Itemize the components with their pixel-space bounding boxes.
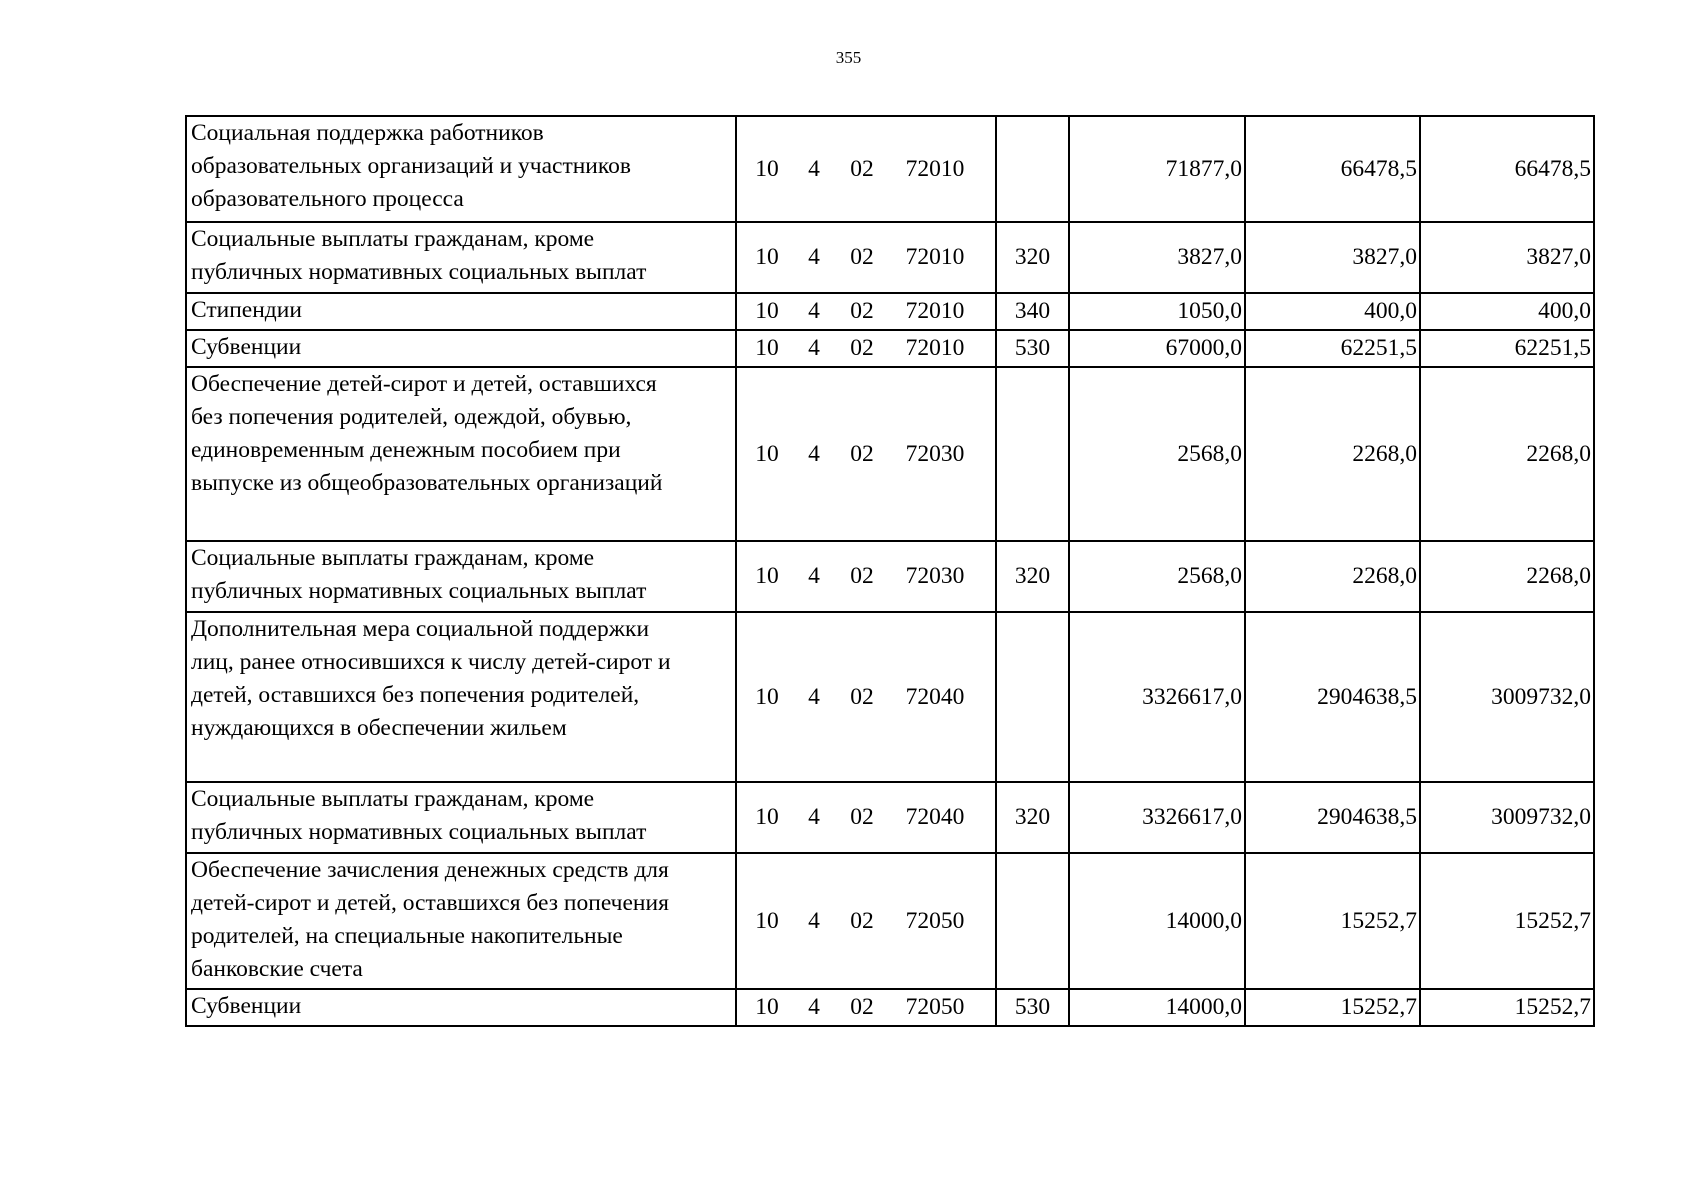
amount-cell-2: 66478,5 <box>1245 116 1420 222</box>
amount-cell-2: 2268,0 <box>1245 541 1420 612</box>
direction-code: 72040 <box>905 683 965 710</box>
row-name-line: детей-сирот и детей, оставшихся без попечения <box>191 890 669 916</box>
subsection-code: 4 <box>808 683 820 710</box>
row-name-line: образовательного процесса <box>191 186 464 212</box>
subsection-code: 4 <box>808 155 820 182</box>
row-codes-cell <box>736 116 996 222</box>
row-name-line: выпуске из общеобразовательных организаций <box>191 470 663 496</box>
row-name-line: Социальные выплаты гражданам, кроме <box>191 786 595 812</box>
row-codes-cell <box>736 782 996 853</box>
expense-type-cell: 320 <box>996 541 1069 612</box>
row-name-cell <box>186 782 736 853</box>
row-codes-cell <box>736 293 996 330</box>
amount-cell-3: 400,0 <box>1420 293 1594 330</box>
amount-cell-1: 71877,0 <box>1069 116 1245 222</box>
row-name-line: образовательных организаций и участников <box>191 153 631 179</box>
section-code: 10 <box>755 298 779 324</box>
expense-type-cell: 320 <box>996 222 1069 293</box>
amount-cell-3: 15252,7 <box>1420 853 1594 989</box>
row-name-line: Обеспечение детей-сирот и детей, оставшихся <box>191 371 657 397</box>
section-code: 10 <box>755 440 779 467</box>
amount-cell-3: 2268,0 <box>1420 367 1594 541</box>
table-row <box>186 116 1594 222</box>
table-row <box>186 330 1594 367</box>
row-name-line: публичных нормативных социальных выплат <box>191 819 647 845</box>
table-row <box>186 989 1594 1026</box>
row-name-line: нуждающихся в обеспечении жильем <box>191 715 567 741</box>
direction-code: 72050 <box>905 994 965 1020</box>
subsection-code: 4 <box>808 335 820 361</box>
row-name-line: Социальная поддержка работников <box>191 120 544 146</box>
amount-cell-1: 2568,0 <box>1069 541 1245 612</box>
row-name-line: Субвенции <box>191 993 302 1019</box>
expense-type-cell: 340 <box>996 293 1069 330</box>
row-name-cell <box>186 853 736 989</box>
subsection-code: 4 <box>808 994 820 1020</box>
row-name-cell <box>186 293 736 330</box>
subsection-code: 4 <box>808 244 820 270</box>
row-name-cell <box>186 612 736 782</box>
row-codes-cell <box>736 612 996 782</box>
amount-cell-3: 3827,0 <box>1420 222 1594 293</box>
amount-cell-2: 2268,0 <box>1245 367 1420 541</box>
amount-cell-3: 62251,5 <box>1420 330 1594 367</box>
section-code: 10 <box>755 335 779 361</box>
subsection-code: 4 <box>808 440 820 467</box>
expense-type-cell <box>996 367 1069 541</box>
amount-cell-1: 3326617,0 <box>1069 612 1245 782</box>
direction-code: 72050 <box>905 907 965 934</box>
section-code: 10 <box>755 683 779 710</box>
row-name-line: банковские счета <box>191 956 363 982</box>
row-codes-cell <box>736 222 996 293</box>
table-row <box>186 367 1594 541</box>
group-code: 02 <box>850 155 874 182</box>
amount-cell-1: 3326617,0 <box>1069 782 1245 853</box>
row-codes-cell <box>736 367 996 541</box>
direction-code: 72030 <box>905 440 965 467</box>
row-name-cell <box>186 330 736 367</box>
direction-code: 72040 <box>905 804 965 830</box>
amount-cell-1: 2568,0 <box>1069 367 1245 541</box>
table-row <box>186 293 1594 330</box>
row-name-line: Социальные выплаты гражданам, кроме <box>191 226 595 252</box>
section-code: 10 <box>755 804 779 830</box>
row-name-line: Социальные выплаты гражданам, кроме <box>191 545 595 571</box>
group-code: 02 <box>850 298 874 324</box>
amount-cell-3: 66478,5 <box>1420 116 1594 222</box>
group-code: 02 <box>850 440 874 467</box>
row-name-line: Дополнительная мера социальной поддержки <box>191 616 650 642</box>
direction-code: 72010 <box>905 335 965 361</box>
row-name-cell <box>186 116 736 222</box>
amount-cell-3: 3009732,0 <box>1420 612 1594 782</box>
group-code: 02 <box>850 683 874 710</box>
row-name-line: Обеспечение зачисления денежных средств для <box>191 857 669 883</box>
subsection-code: 4 <box>808 563 820 589</box>
section-code: 10 <box>755 155 779 182</box>
table-row <box>186 853 1594 989</box>
row-name-line: родителей, на специальные накопительные <box>191 923 623 949</box>
budget-table-body <box>186 116 1594 1026</box>
row-codes-cell <box>736 330 996 367</box>
section-code: 10 <box>755 563 779 589</box>
row-name-cell <box>186 367 736 541</box>
row-codes-cell <box>736 989 996 1026</box>
amount-cell-2: 3827,0 <box>1245 222 1420 293</box>
amount-cell-1: 3827,0 <box>1069 222 1245 293</box>
expense-type-cell: 530 <box>996 330 1069 367</box>
row-name-line: единовременным денежным пособием при <box>191 437 621 463</box>
expense-type-cell <box>996 853 1069 989</box>
section-code: 10 <box>755 994 779 1020</box>
amount-cell-3: 3009732,0 <box>1420 782 1594 853</box>
row-name-line: лиц, ранее относившихся к числу детей-сирот и <box>191 649 671 675</box>
row-name-line: Субвенции <box>191 334 302 360</box>
group-code: 02 <box>850 335 874 361</box>
amount-cell-2: 62251,5 <box>1245 330 1420 367</box>
group-code: 02 <box>850 244 874 270</box>
expense-type-cell <box>996 612 1069 782</box>
row-name-line: Стипендии <box>191 297 302 323</box>
amount-cell-2: 15252,7 <box>1245 989 1420 1026</box>
expense-type-cell <box>996 116 1069 222</box>
amount-cell-1: 67000,0 <box>1069 330 1245 367</box>
amount-cell-3: 15252,7 <box>1420 989 1594 1026</box>
row-name-cell <box>186 222 736 293</box>
row-name-cell <box>186 989 736 1026</box>
amount-cell-2: 15252,7 <box>1245 853 1420 989</box>
budget-table <box>185 115 1595 1027</box>
amount-cell-1: 1050,0 <box>1069 293 1245 330</box>
row-name-line: детей, оставшихся без попечения родителей, <box>191 682 640 708</box>
direction-code: 72010 <box>905 298 965 324</box>
expense-type-cell: 530 <box>996 989 1069 1026</box>
group-code: 02 <box>850 563 874 589</box>
amount-cell-1: 14000,0 <box>1069 853 1245 989</box>
amount-cell-1: 14000,0 <box>1069 989 1245 1026</box>
row-name-line: публичных нормативных социальных выплат <box>191 259 647 285</box>
amount-cell-3: 2268,0 <box>1420 541 1594 612</box>
page-number: 355 <box>835 48 862 67</box>
table-row <box>186 541 1594 612</box>
table-row <box>186 612 1594 782</box>
amount-cell-2: 2904638,5 <box>1245 612 1420 782</box>
expense-type-cell: 320 <box>996 782 1069 853</box>
group-code: 02 <box>850 907 874 934</box>
section-code: 10 <box>755 907 779 934</box>
row-codes-cell <box>736 541 996 612</box>
direction-code: 72030 <box>905 563 965 589</box>
row-codes-cell <box>736 853 996 989</box>
direction-code: 72010 <box>905 244 965 270</box>
row-name-line: без попечения родителей, одеждой, обувью, <box>191 404 632 430</box>
subsection-code: 4 <box>808 907 820 934</box>
amount-cell-2: 400,0 <box>1245 293 1420 330</box>
table-row <box>186 222 1594 293</box>
amount-cell-2: 2904638,5 <box>1245 782 1420 853</box>
table-row <box>186 782 1594 853</box>
group-code: 02 <box>850 994 874 1020</box>
group-code: 02 <box>850 804 874 830</box>
row-name-line: публичных нормативных социальных выплат <box>191 578 647 604</box>
section-code: 10 <box>755 244 779 270</box>
direction-code: 72010 <box>905 155 965 182</box>
subsection-code: 4 <box>808 298 820 324</box>
row-name-cell <box>186 541 736 612</box>
subsection-code: 4 <box>808 804 820 830</box>
